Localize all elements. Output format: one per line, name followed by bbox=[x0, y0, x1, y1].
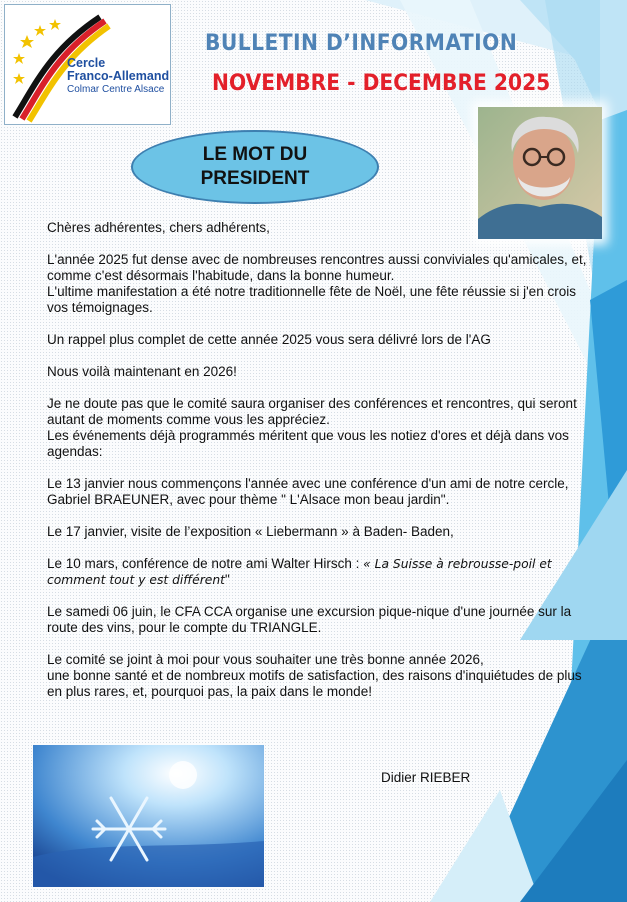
section-heading-line-1: LE MOT DU bbox=[202, 144, 308, 165]
letter-paragraph-committee: Je ne doute pas que le comité saura organiser des conférences et rencontres, qui seront autant de moments comme vous les appréciez. Les événements déjà programmés méritent que vous les notiez d'ores et déjà dans vos agendas: bbox=[47, 396, 577, 459]
event-13-january: Le 13 janvier nous commençons l'année avec une conférence d'un ami de notre cercle, Gabriel BRAEUNER, avec pour thème " L'Alsace mon beau jardin". bbox=[47, 476, 569, 507]
event-17-january: Le 17 janvier, visite de l’exposition « Liebermann » à Baden- Baden, bbox=[47, 524, 454, 539]
letter-paragraph-2026: Nous voilà maintenant en 2026! bbox=[47, 364, 237, 379]
event-10-march bbox=[47, 556, 595, 588]
president-letter bbox=[47, 220, 595, 700]
letter-closing-wishes: Le comité se joint à moi pour vous souhaiter une très bonne année 2026, une bonne santé et de nombreux motifs de satisfaction, des raisons d'inquiétudes de plus en plus rares, et, pourquoi pas, la paix dans le monde! bbox=[47, 652, 582, 699]
bulletin-title: BULLETIN D’INFORMATION bbox=[205, 31, 518, 56]
club-logo bbox=[4, 4, 171, 125]
signature: Didier RIEBER bbox=[381, 770, 471, 785]
logo-line-3: Colmar Centre Alsace bbox=[67, 84, 165, 95]
section-heading-line-2: PRESIDENT bbox=[200, 168, 310, 189]
logo-line-2: Franco-Allemand bbox=[67, 69, 170, 83]
snowflake-image bbox=[33, 745, 264, 887]
event-10-march-text: Le 10 mars, conférence de notre ami Walter Hirsch : bbox=[47, 556, 364, 571]
event-10-march-quote: " bbox=[225, 572, 230, 587]
letter-paragraph-2025: L'année 2025 fut dense avec de nombreuses rencontres aussi conviviales qu'amicales, et, comme c'est désormais l'habitude, dans la bonne humeur. L'ultime manifestation a été notre traditionnelle fête de Noël, une fête réussie si j'en crois vos témoignages. bbox=[47, 252, 587, 315]
letter-paragraph-ag: Un rappel plus complet de cette année 2025 vous sera délivré lors de l'AG bbox=[47, 332, 491, 347]
event-06-june: Le samedi 06 juin, le CFA CCA organise une excursion pique-nique d'une journée sur la route des vins, pour le compte du TRIANGLE. bbox=[47, 604, 572, 635]
event-10-march-theme: « La Suisse à rebrousse-poil et comment tout y est différent bbox=[47, 557, 552, 587]
section-heading-oval bbox=[131, 130, 379, 204]
logo-line-1: Cercle bbox=[67, 56, 106, 70]
letter-greeting: Chères adhérentes, chers adhérents, bbox=[47, 220, 270, 235]
bulletin-period: NOVEMBRE - DECEMBRE 2025 bbox=[212, 71, 551, 96]
